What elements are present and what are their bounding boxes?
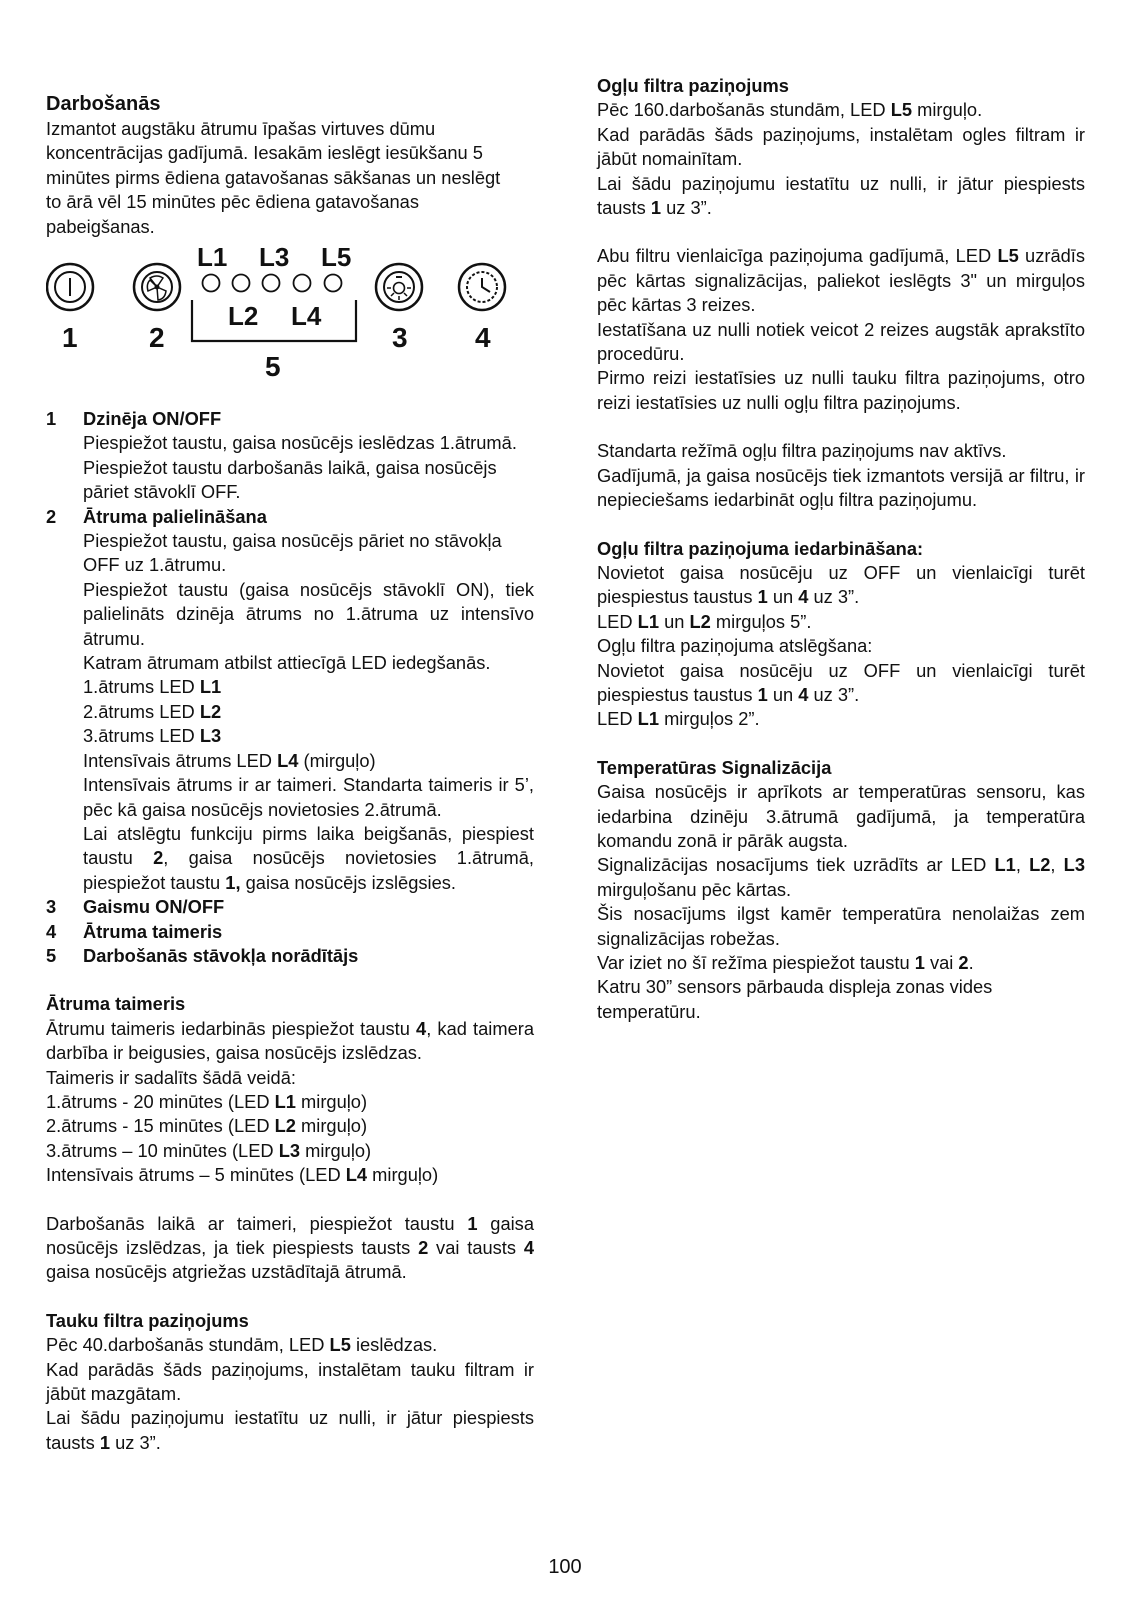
- light-bulb-icon: [376, 264, 422, 310]
- speed-2: 2.ātrums LED L2: [83, 700, 222, 722]
- controls-list: 1 Dzinēja ON/OFF Piespiežot taustu, gaisa nosūcējs ieslēdzas 1.ātrumā. Piespiežot taustu darbošanās laikā, gaisa nosūcējs pāriet stāvoklī OFF. 2 Ātruma palielināšana Piespiežot taustu, gaisa nosūcējs pāriet no stāvokļa OFF uz 1.ātrumu. Piespiežot taustu (gaisa nosūcējs stāvoklī ON), tiek palielināts dzinēja ātrums no 1.ātruma uz intensīvo ātrumu. Katram ātrumam atbilst attiecīgā LED iedegšanās. 1.ātrums LED L1 2.ātrums LED L2 3.ātrums LED L3 Intensīvais ātrums LED L4 (mirguļo) Intensīvais ātrums ir ar taimeri. Standarta taimeris ir 5’, pēc kā gaisa nosūcējs novietosies 2.ātrumā. Lai atslēgtu funkciju pirms laika beigšanās, piespiest taustu 2, gaisa nosūcējs novietosies 1.ātrumā, piespiežot taustu 1, gaisa nosūcējs izslēgsies. 3 Gaismu ON/OFF 4 Ātruma taimeris 5 Darbošanās stāvokļa norādītājs Ātruma taimeris Ātrumu taimeris iedarbinās piespiežot taustu 4, kad taimera darbība ir beigusies, gaisa nosūcējs izslēdzas. Taimeris ir sadalīts šādā veidā: 1.ātrums - 20 minūtes (LED L1 mirguļo) 2.ātrums - 15 minūtes (LED L2 mirguļo) 3.ātrums – 10 minūtes (LED L3 mirguļo) Intensīvais ātrums – 5 minūtes (LED L4 mirguļo) Darbošanās laikā ar taimeri, piespiežot taustu 1 gaisa nosūcējs izslēdzas, ja tiek piespiests tausts 2 vai tausts 4 gaisa nosūcējs atgriežas uzstādītajā ātrumā. Tauku filtra paziņojums Pēc 40.darbošanās stundām, LED L5 ieslēdzas. Kad parādās šāds paziņojums, instalētam tauku filtram ir jābūt mazgātam. Lai šādu paziņojumu iestatītu uz nulli, ir jātur piespiests tausts 1 uz 3”.: [46, 407, 534, 1455]
- led-bracket: [192, 300, 356, 341]
- activation-p4: Novietot gaisa nosūcēju uz OFF un vienlaicīgi turēt piespiestus taustus 1 un 4 uz 3”.: [597, 659, 1085, 705]
- led-1: [203, 275, 220, 292]
- timer-icon: [459, 264, 505, 310]
- button-number-4: 4: [475, 322, 491, 353]
- both-p1: Abu filtru vienlaicīga paziņojuma gadījumā, LED L5 uzrādīs pēc kārtas signalizācijas, paliekot ieslēgts 3" un mirguļos pēc kārtas 3 reizes.: [597, 245, 1086, 316]
- led-4: [294, 275, 311, 292]
- section-title: Darbošanās: [46, 93, 161, 115]
- carbon-heading: Ogļu filtra paziņojums: [597, 75, 789, 96]
- button-number-3: 3: [392, 322, 408, 353]
- grease-l1: Pēc 40.darbošanās stundām, LED L5 ieslēdzas.: [46, 1334, 438, 1356]
- grease-heading: Tauku filtra paziņojums: [46, 1309, 249, 1331]
- temp-p4: Var iziet no šī režīma piespiežot taustu 1 vai 2.: [597, 952, 974, 973]
- intro-paragraph: Izmantot augstāku ātrumu īpašas virtuves dūmu koncentrācijas gadījumā. Iesakām ieslēgt iesūkšanu 5 minūtes pirms ēdiena gatavošanas sākšanas un neslēgt to ārā vēl 15 minūtes pēc ēdiena gatavošanas pabeigšanas.: [46, 118, 501, 237]
- list-item-1: 1 Dzinēja ON/OFF: [46, 408, 222, 429]
- led-label-L4: L4: [291, 301, 322, 331]
- activation-p2: LED L1 un L2 mirguļos 5”.: [597, 610, 812, 632]
- speed-1: 1.ātrums LED L1: [83, 676, 222, 698]
- led-label-L3: L3: [259, 245, 290, 272]
- bracket-number-5: 5: [265, 351, 281, 382]
- timer-row-1: 1.ātrums - 20 minūtes (LED L1 mirguļo): [46, 1090, 368, 1112]
- led-label-L2: L2: [228, 301, 259, 331]
- right-column: Ogļu filtra paziņojums Pēc 160.darbošanās stundām, LED L5 mirguļo. Kad parādās šāds paziņojums, instalētam ogles filtram ir jābūt nomainītam. Lai šādu paziņojumu iestatītu uz nulli, ir jātur piespiests tausts 1 uz 3”. Abu filtru vienlaicīga paziņojuma gadījumā, LED L5 uzrādīs pēc kārtas signalizācijas, paliekot ieslēgts 3" un mirguļos pēc kārtas 3 reizes. Iestatīšana uz nulli notiek veicot 2 reizes augstāk aprakstīto procedūru. Pirmo reizi iestatīsies uz nulli tauku filtra paziņojums, otro reizi iestatīsies uz nulli ogļu filtra paziņojums. Standarta režīmā ogļu filtra paziņojums nav aktīvs. Gadījumā, ja gaisa nosūcējs tiek izmantots versijā ar filtru, ir nepieciešams iedarbināt ogļu filtra paziņojumu. Ogļu filtra paziņojuma iedarbināšana: Novietot gaisa nosūcēju uz OFF un vienlaicīgi turēt piespiestus taustus 1 un 4 uz 3”. LED L1 un L2 mirguļos 5”. Ogļu filtra paziņojuma atslēgšana: Novietot gaisa nosūcēju uz OFF un vienlaicīgi turēt piespiestus taustus 1 un 4 uz 3”. LED L1 mirguļos 2”. Temperatūras Signalizācija Gaisa nosūcējs ir aprīkots ar temperatūras sensoru, kas iedarbina dzinēju 3.ātrumā gadījumā, ja temperatūra komandu zonā ir pārāk augsta. Signalizācijas nosacījums tiek uzrādīts ar LED L1, L2, L3 mirguļošanu pēc kārtas. Šis nosacījums ilgst kamēr temperatūra nenolaižas zem signalizācijas robežas. Var iziet no šī režīma piespiežot taustu 1 vai 2. Katru 30” sensors pārbauda displeja zonas vides temperatūru.: [597, 75, 1086, 1022]
- led-2: [233, 275, 250, 292]
- speed-4: Intensīvais ātrums LED L4 (mirguļo): [83, 749, 376, 771]
- led-5: [325, 275, 342, 292]
- timer-p1: Ātrumu taimeris iedarbinās piespiežot taustu 4, kad taimera darbība ir beigusies, gaisa nosūcējs izslēdzas.: [46, 1017, 534, 1064]
- control-panel-diagram: [46, 245, 536, 385]
- activation-p1: Novietot gaisa nosūcēju uz OFF un vienlaicīgi turēt piespiestus taustus 1 un 4 uz 3”.: [597, 561, 1085, 608]
- timer-heading: Ātruma taimeris: [46, 993, 186, 1015]
- page-number: 100: [548, 1556, 582, 1578]
- stop-note: Lai atslēgtu funkciju pirms laika beigšanās, piespiest taustu 2, gaisa nosūcējs novietosies 1.ātrumā, piespiežot taustu 1, gaisa nosūcējs izslēgsies.: [83, 822, 534, 893]
- timer-row-3: 3.ātrums – 10 minūtes (LED L3 mirguļo): [46, 1139, 372, 1161]
- power-icon: [47, 264, 93, 310]
- list-item-5: 5 Darbošanās stāvokļa norādītājs: [46, 944, 359, 966]
- button-number-1: 1: [62, 322, 78, 353]
- carbon-l3: Lai šādu paziņojumu iestatītu uz nulli, ir jātur piespiests tausts 1 uz 3”.: [597, 172, 1085, 219]
- led-label-L1: L1: [197, 245, 228, 272]
- list-item-3: 3 Gaismu ON/OFF: [46, 896, 225, 918]
- carbon-l1: Pēc 160.darbošanās stundām, LED L5 mirguļo.: [597, 99, 983, 121]
- activation-p5: LED L1 mirguļos 2”.: [597, 708, 760, 730]
- led-label-L5: L5: [321, 245, 352, 272]
- timer-p3: Darbošanās laikā ar taimeri, piespiežot taustu 1 gaisa nosūcējs izslēdzas, ja tiek piespiests tausts 2 vai tausts 4 gaisa nosūcējs atgriežas uzstādītajā ātrumā.: [46, 1212, 534, 1283]
- button-number-2: 2: [149, 322, 165, 353]
- list-item-2: 2 Ātruma palielināšana: [46, 505, 267, 527]
- led-3: [263, 275, 280, 292]
- timer-row-2: 2.ātrums - 15 minūtes (LED L2 mirguļo): [46, 1115, 368, 1137]
- grease-l3: Lai šādu paziņojumu iestatītu uz nulli, ir jātur piespiests tausts 1 uz 3”.: [46, 1407, 534, 1453]
- fan-icon: [134, 264, 180, 310]
- list-item-4: 4 Ātruma taimeris: [46, 920, 223, 942]
- temp-heading: Temperatūras Signalizācija: [597, 756, 832, 778]
- activation-heading: Ogļu filtra paziņojuma iedarbināšana:: [597, 537, 924, 559]
- speed-3: 3.ātrums LED L3: [83, 725, 222, 747]
- timer-row-4: Intensīvais ātrums – 5 minūtes (LED L4 mirguļo): [46, 1164, 439, 1186]
- temp-p2: Signalizācijas nosacījums tiek uzrādīts ar LED L1, L2, L3 mirguļošanu pēc kārtas.: [597, 854, 1085, 900]
